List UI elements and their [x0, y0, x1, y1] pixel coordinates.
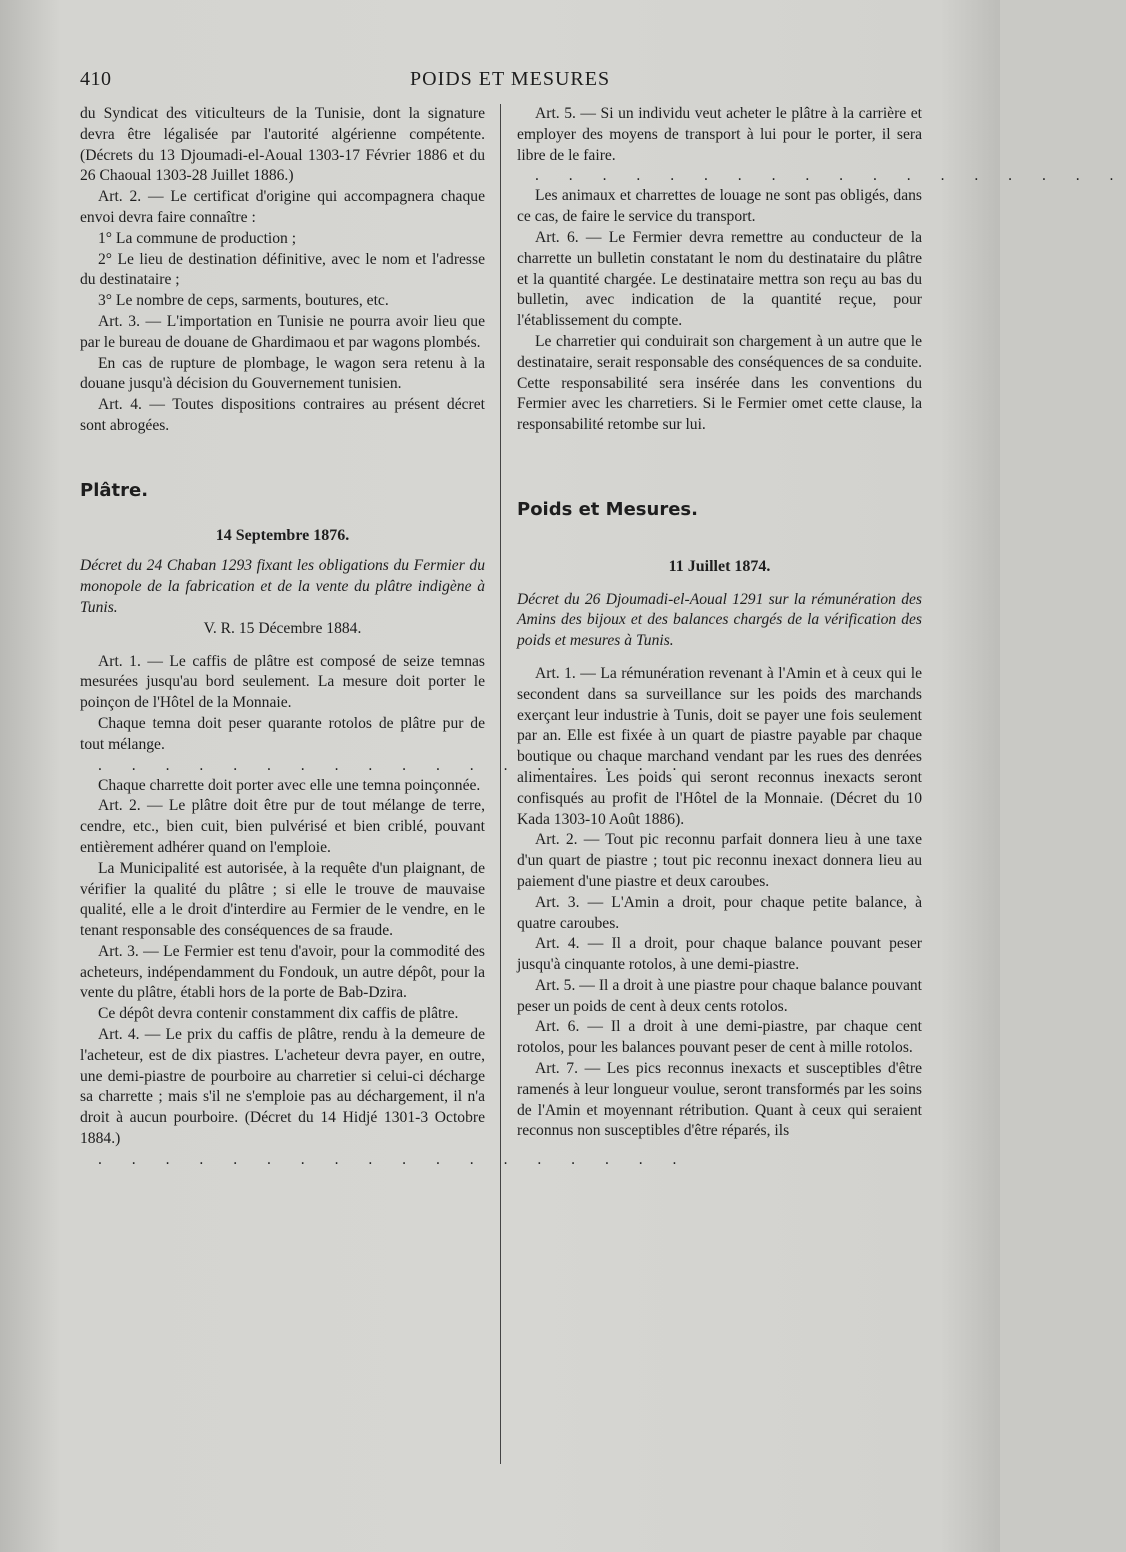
paragraph: Art. 2. — Le certificat d'origine qui accompagnera chaque envoi devra faire connaître : — [80, 188, 485, 226]
section-title: Poids et Mesures. — [517, 498, 698, 520]
paragraph: Art. 7. — Les pics reconnus inexacts et susceptibles d'être ramenés à leur longueur voulue, seront transformés par les soins de l'Amin et moyennant rétribution. Quant à ceux qui seraient reconnus non susceptibles d'être réparés, ils — [517, 1060, 922, 1140]
paragraph: Art. 3. — L'Amin a droit, pour chaque petite balance, à quatre caroubes. — [517, 893, 922, 932]
ellipsis-line: . . . . . . . . . . . . . . . . . . — [98, 756, 690, 774]
decree-title: Décret du 26 Djoumadi-el-Aoual 1291 sur la rémunération des Amins des bijoux et des balances chargés de la vérification des poids et mesures à Tunis. — [517, 590, 922, 650]
column-divider — [500, 104, 501, 1464]
paragraph: Art. 6. — Il a droit à une demi-piastre, par chaque cent rotolos, pour les balances pouvant peser de cent à mille rotolos. — [517, 1018, 922, 1057]
running-title: POIDS ET MESURES — [410, 68, 611, 90]
ellipsis-line: . . . . . . . . . . . . . . . . . . — [98, 1150, 690, 1168]
decree-date: 11 Juillet 1874. — [668, 557, 771, 575]
paragraph: Ce dépôt devra contenir constamment dix caffis de plâtre. — [98, 1005, 459, 1023]
decree-date: 14 Septembre 1876. — [215, 526, 350, 544]
decree-title: Décret du 24 Chaban 1293 fixant les obligations du Fermier du monopole de la fabrication et de la vente du plâtre indigène à Tunis. — [80, 557, 485, 616]
paragraph: Les animaux et charrettes de louage ne sont pas obligés, dans ce cas, de faire le service du transport. — [517, 187, 922, 226]
paragraph: Art. 3. — L'importation en Tunisie ne pourra avoir lieu que par le bureau de douane de Ghardimaou et par wagons plombés. — [80, 312, 485, 351]
paragraph: 3° Le nombre de ceps, sarments, boutures, etc. — [98, 292, 389, 310]
paragraph: 1° La commune de production ; — [98, 229, 297, 247]
paragraph: Art. 1. — La rémunération revenant à l'Amin et à ceux qui le secondent dans sa surveillance sur les poids des marchands exerçant leur industrie à Tunis, doit se payer une fois seulement par an. Elle est fixée à un quart de piastre payable par chaque boutique ou chaque marchand vendant par les rues des denrées alimentaires. Les poids qui seront reconnus inexacts seront confisqués au profit de l'Hôtel de la Monnaie. (Décret du 10 Kada 1303-10 Août 1886). — [517, 664, 922, 828]
paragraph: Art. 6. — Le Fermier devra remettre au conducteur de la charrette un bulletin constatant le nom du destinataire du plâtre et la quantité chargée. Le destinataire mettra son reçu au bas du bulletin, avec indication de la quantité reçue, pour l'établissement du compte. — [517, 228, 922, 330]
paragraph: Art. 5. — Si un individu veut acheter le plâtre à la carrière et employer des moyens de transport à lui pour le porter, il sera libre de le faire. — [517, 105, 922, 164]
paragraph: En cas de rupture de plombage, le wagon sera retenu à la douane jusqu'à décision du Gouvernement tunisien. — [80, 354, 485, 393]
section-title: Plâtre. — [80, 479, 149, 501]
paragraph: Chaque charrette doit porter avec elle une temna poinçonnée. — [98, 776, 481, 794]
page-header — [80, 68, 980, 98]
paragraph: 2° Le lieu de destination définitive, avec le nom et l'adresse du destinataire ; — [80, 250, 485, 289]
paragraph: Chaque temna doit peser quarante rotolos de plâtre pur de tout mélange. — [80, 714, 485, 753]
paragraph: Art. 3. — Le Fermier est tenu d'avoir, pour la commodité des acheteurs, indépendamment du Fondouk, un autre dépôt, pour la vente du plâtre, établi hors de la porte de Bab-Dzira. — [80, 942, 485, 1002]
paragraph: Art. 4. — Le prix du caffis de plâtre, rendu à la demeure de l'acheteur, est de dix piastres. L'acheteur devra payer, en outre, une demi-piastre de pourboire au charretier si celui-ci décharge sa charrette ; mais s'il ne s'emploie pas au déchargement, il n'a droit à aucun pourboire. (Décret du 14 Hidjé 1301-3 Octobre 1884.) — [80, 1026, 485, 1148]
paragraph: Art. 5. — Il a droit à une piastre pour chaque balance pouvant peser un poids de cent à deux cents rotolos. — [517, 976, 922, 1015]
ellipsis-line: . . . . . . . . . . . . . . . . . . — [535, 167, 1126, 185]
paragraph: Art. 2. — Tout pic reconnu parfait donnera lieu à une taxe d'un quart de piastre ; tout pic reconnu inexact donnera lieu au paiement d'une piastre et deux caroubes. — [517, 831, 922, 890]
page-number: 410 — [80, 68, 112, 90]
paragraph: Art. 4. — Toutes dispositions contraires au présent décret sont abrogées. — [80, 396, 485, 434]
paragraph: Le charretier qui conduirait son chargement à un autre que le destinataire, serait responsable des conséquences de sa conduite. Cette responsabilité sera insérée dans les conventions du Fermier avec les charretiers. Si le Fermier omet cette clause, la responsabilité retombe sur lui. — [517, 332, 922, 434]
paragraph: du Syndicat des viticulteurs de la Tunisie, dont la signature devra être légalisée par l'autorité algérienne compétente. (Décrets du 13 Djoumadi-el-Aoual 1303-17 Février 1886 et du 26 Chaoual 1303-28 Juillet 1886.) — [80, 105, 485, 185]
paragraph: La Municipalité est autorisée, à la requête d'un plaignant, de vérifier la qualité du plâtre ; si elle le trouve de mauvaise qualité, elle a le droit d'interdire au Fermier de le vendre, en le tenant responsable des conséquences de sa fraude. — [80, 859, 485, 940]
right-column — [517, 104, 1126, 1142]
paragraph: Art. 4. — Il a droit, pour chaque balance pouvant peser jusqu'à cinquante rotolos, à une demi-piastre. — [517, 935, 922, 974]
paragraph: Art. 2. — Le plâtre doit être pur de tout mélange de terre, cendre, etc., bien cuit, bien pulvérisé et bien criblé, pouvant entièrement adhérer quand on l'emploie. — [80, 797, 485, 856]
revision-note: V. R. 15 Décembre 1884. — [203, 619, 362, 637]
paragraph: Art. 1. — Le caffis de plâtre est composé de seize temnas mesurées jusqu'au bord seulement. La mesure doit porter le poinçon de l'Hôtel de la Monnaie. — [80, 652, 485, 712]
